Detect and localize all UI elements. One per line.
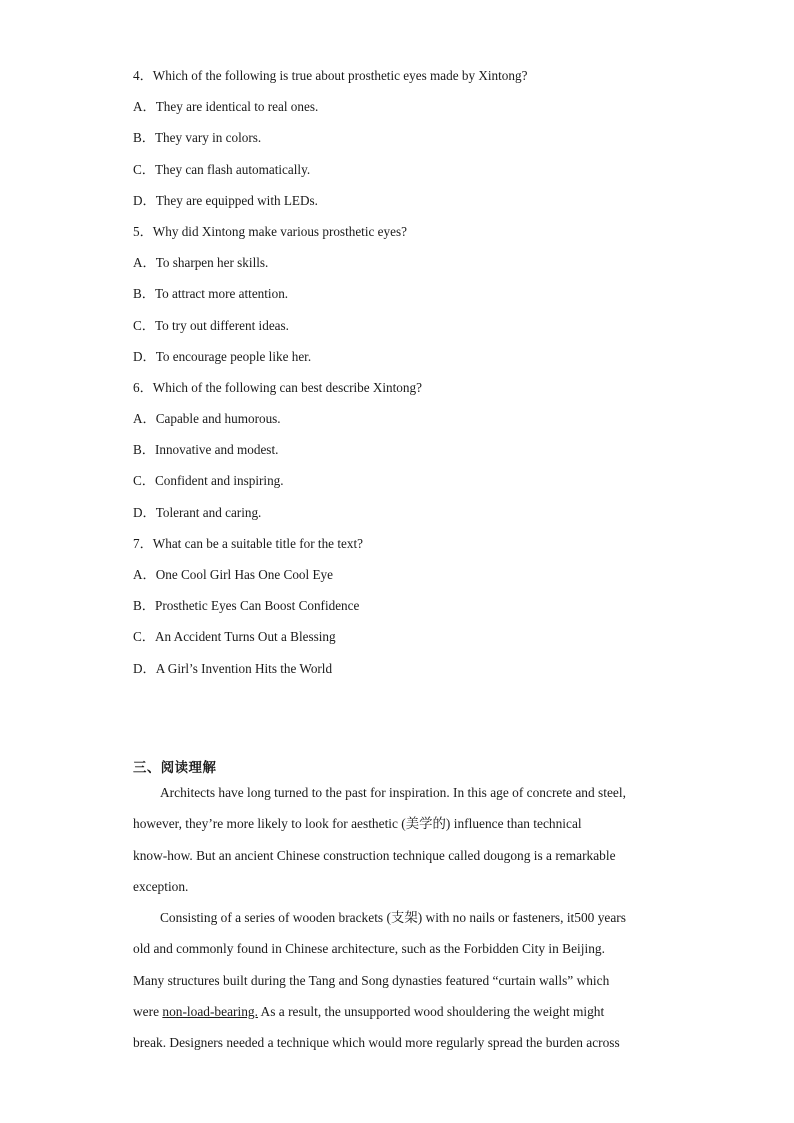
- passage-line: Consisting of a series of wooden brackets (支架) with no nails or fasteners, it500 years: [160, 910, 626, 926]
- passage-line: however, they’re more likely to look for aesthetic (美学的) influence than technical: [133, 816, 582, 832]
- question-6-option-d: D．Tolerant and caring.: [133, 504, 262, 520]
- question-list: [133, 66, 693, 690]
- question-4-option-d: D．They are equipped with LEDs.: [133, 192, 318, 208]
- passage-line: [133, 1002, 653, 1033]
- question-6-stem: 6．Which of the following can best describe Xintong?: [133, 379, 422, 395]
- question-6-option-c: C．Confident and inspiring.: [133, 473, 284, 489]
- passage-line: old and commonly found in Chinese architecture, such as the Forbidden City in Beijing.: [133, 941, 605, 957]
- question-7-stem: 7．What can be a suitable title for the text?: [133, 535, 363, 551]
- question-5-option-a: A．To sharpen her skills.: [133, 255, 269, 271]
- question-6-option-b: B．Innovative and modest.: [133, 442, 279, 458]
- question-7-option-b: B．Prosthetic Eyes Can Boost Confidence: [133, 598, 360, 614]
- question-5-option-d: D．To encourage people like her.: [133, 348, 312, 364]
- section-title: 三、阅读理解: [133, 761, 217, 776]
- passage-line: Architects have long turned to the past for inspiration. In this age of concrete and steel,: [160, 785, 626, 800]
- passage-line: break. Designers needed a technique which would more regularly spread the burden across: [133, 1035, 620, 1051]
- question-7-option-c: C．An Accident Turns Out a Blessing: [133, 629, 336, 645]
- question-5-option-c: C．To try out different ideas.: [133, 317, 289, 333]
- question-7-option-a: A．One Cool Girl Has One Cool Eye: [133, 567, 333, 582]
- passage-line: Many structures built during the Tang and Song dynasties featured “curtain walls” which: [133, 972, 610, 988]
- underlined-term: non-load-bearing.: [162, 1004, 258, 1020]
- question-5-stem: 5．Why did Xintong make various prosthetic eyes?: [133, 223, 407, 239]
- question-7-option-d: D．A Girl’s Invention Hits the World: [133, 660, 333, 676]
- passage-text: As a result, the unsupported wood shouldering the weight might: [257, 1004, 605, 1020]
- question-4-option-a: A．They are identical to real ones.: [133, 99, 319, 115]
- question-4-option-b: B．They vary in colors.: [133, 130, 262, 146]
- reading-passage: [133, 783, 653, 1065]
- question-4-stem: 4．Which of the following is true about prosthetic eyes made by Xintong?: [133, 68, 528, 83]
- passage-line: know-how. But an ancient Chinese construction technique called dougong is a remarkable: [133, 847, 616, 863]
- question-4-option-c: C．They can flash automatically.: [133, 161, 311, 177]
- passage-line: exception.: [133, 878, 189, 894]
- question-5-option-b: B．To attract more attention.: [133, 286, 289, 302]
- question-6-option-a: A．Capable and humorous.: [133, 411, 281, 427]
- passage-text: were: [133, 1004, 163, 1020]
